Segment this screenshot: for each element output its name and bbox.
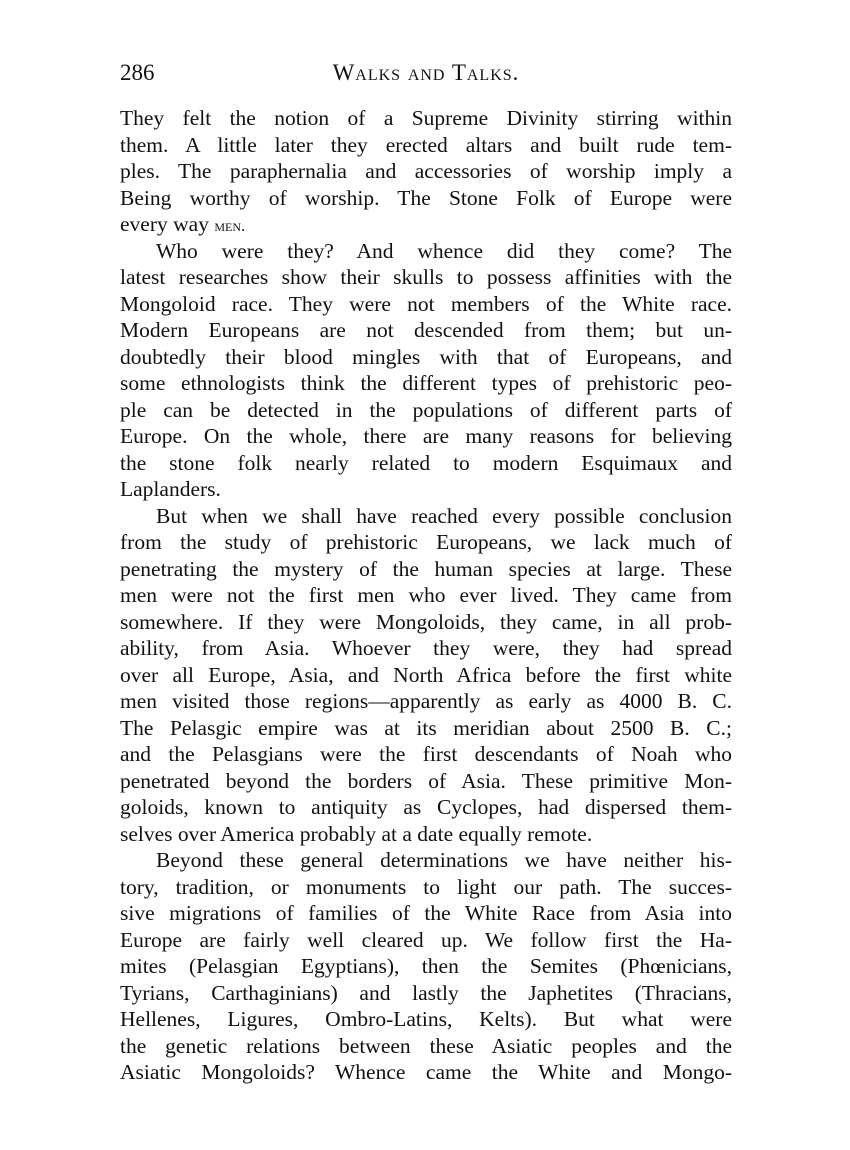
text-line: Modern Europeans are not descended from them; but un- [120,318,732,342]
text-line: somewhere. If they were Mongoloids, they came, in all prob- [120,609,732,634]
text-fragment: every way [120,212,215,236]
text-line: penetrating the mystery of the human species at large. These [120,556,732,581]
text-line: doubtedly their blood mingles with that of Europeans, and [120,344,732,369]
text-line: over all Europe, Asia, and North Africa before the first white [120,662,732,687]
text-line: latest researches show their skulls to possess affinities with the [120,265,732,289]
text-line: Tyrians, Carthaginians) and lastly the Japhetites (Thracians, [120,980,732,1005]
text-line: goloids, known to antiquity as Cyclopes, had dispersed them- [120,795,732,819]
text-line: Europe are fairly well cleared up. We follow first the Ha- [120,927,732,952]
body-text [120,105,732,1086]
text-line: them. A little later they erected altars and built rude tem- [120,132,732,157]
text-line: ability, from Asia. Whoever they were, they had spread [120,636,732,660]
paragraph-2 [120,238,732,503]
text-line: selves over America probably at a date equally remote. [120,821,593,846]
text-line: Mongoloid race. They were not members of the White race. [120,291,732,316]
text-line: some ethnologists think the different types of prehistoric peo- [120,371,732,395]
text-line: Laplanders. [120,477,221,501]
text-line: ple can be detected in the populations of different parts of [120,397,732,422]
text-line: They felt the notion of a Supreme Divinity stirring within [120,106,732,130]
text-line: sive migrations of families of the White Race from Asia into [120,901,732,925]
text-line: tory, tradition, or monuments to light our path. The succes- [120,874,732,899]
text-line: The Pelasgic empire was at its meridian about 2500 B. C.; [120,715,732,740]
text-line: Hellenes, Ligures, Ombro-Latins, Kelts). But what were [120,1007,732,1031]
text-line: But when we shall have reached every possible conclusion [156,503,732,528]
paragraph-4 [120,847,732,1086]
small-caps-emphasis: men. [214,216,246,235]
paragraph-1 [120,105,732,238]
text-line: and the Pelasgians were the first descendants of Noah who [120,742,732,766]
running-title: Walks and Talks. [332,60,520,85]
text-line: Who were they? And whence did they come? The [156,238,732,263]
text-line [120,211,732,238]
text-line: men visited those regions—apparently as early as 4000 B. C. [120,689,732,713]
text-line: penetrated beyond the borders of Asia. These primitive Mon- [120,768,732,793]
paragraph-3 [120,503,732,848]
text-line: Beyond these general determinations we have neither his- [156,848,732,872]
text-line: the genetic relations between these Asiatic peoples and the [120,1033,732,1058]
text-line: men were not the first men who ever lived. They came from [120,583,732,607]
text-line: mites (Pelasgian Egyptians), then the Semites (Phœnicians, [120,954,732,978]
text-line: Asiatic Mongoloids? Whence came the White and Mongo- [120,1060,732,1084]
page-number: 286 [120,60,155,85]
running-head [120,58,732,90]
text-line: Europe. On the whole, there are many reasons for believing [120,424,732,448]
text-line: from the study of prehistoric Europeans, we lack much of [120,530,732,554]
text-line: ples. The paraphernalia and accessories of worship imply a [120,159,732,183]
text-line: Being worthy of worship. The Stone Folk of Europe were [120,185,732,210]
text-line: the stone folk nearly related to modern Esquimaux and [120,450,732,475]
